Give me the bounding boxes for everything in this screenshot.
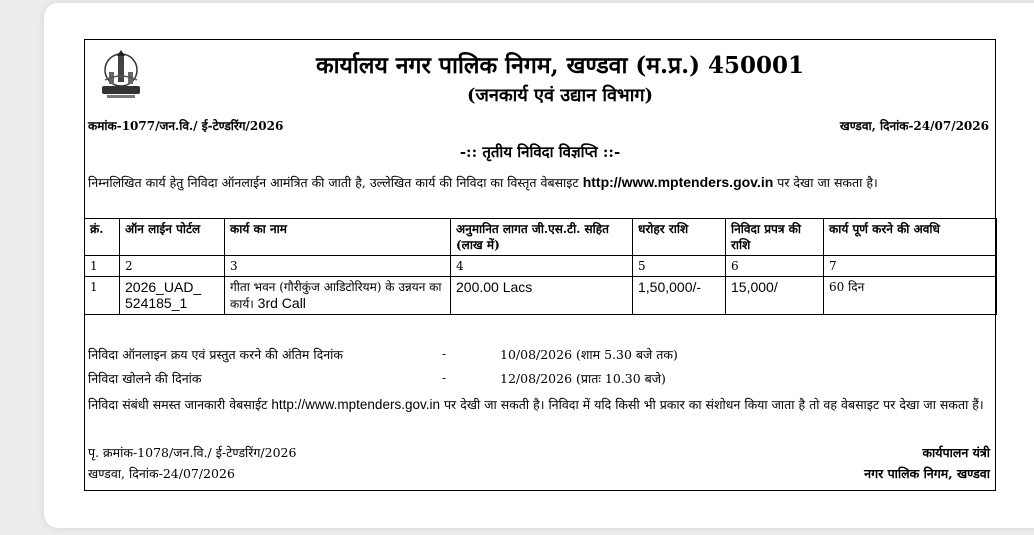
col-number: 2 [120, 256, 225, 277]
col-header-emd: धरोहर राशि [633, 219, 726, 256]
col-header-portal: ऑन लाईन पोर्टल [120, 219, 225, 256]
cell-sno: 1 [85, 277, 120, 315]
open-date-line [88, 370, 788, 388]
municipal-emblem-icon [99, 50, 143, 100]
last-date-value: 10/08/2026 (शाम 5.30 बजे तक) [500, 347, 678, 362]
last-date-label: निविदा ऑनलाइन क्रय एवं प्रस्तुत करने की अंतिम दिनांक [88, 347, 344, 362]
col-header-sno: क्रं. [85, 219, 120, 256]
info-text-end: पर देखी जा सकती है। निविदा में यदि किसी भी प्रकार का संशोधन किया जाता है तो वह वेबसाइट पर देखा जा सकता हैं। [439, 397, 984, 412]
intro-paragraph [88, 174, 991, 191]
open-date-separator: - [442, 370, 447, 385]
notice-title: -:: तृतीय निविदा विज्ञप्ति ::- [459, 143, 621, 161]
info-text: निविदा संबंधी समस्त जानकारी वेबसाईट [88, 397, 272, 412]
work-name-text: गीता भवन (गौरीकुंज आडिटोरियम) के उन्नयन का कार्य। [230, 280, 442, 311]
tender-table [84, 218, 997, 315]
call-label: 3rd Call [257, 295, 306, 311]
cell-cost: 200.00 Lacs [451, 277, 633, 315]
reference-number: कमांक-1077/जन.वि./ ई-टेण्डरिंग/2026 [88, 119, 284, 133]
info-paragraph [88, 396, 991, 414]
signatory-title: कार्यपालन यंत्री [922, 445, 990, 460]
col-header-duration: कार्य पूर्ण करने की अवधि [824, 219, 997, 256]
tender-website-link[interactable]: http://www.mptenders.gov.in [582, 174, 774, 190]
info-website-link[interactable]: http://www.mptenders.gov.in [271, 397, 440, 412]
cell-form-fee: 15,000/ [726, 277, 824, 315]
col-number: 1 [85, 256, 120, 277]
footer-place-date: खण्डवा, दिनांक-24/07/2026 [88, 466, 235, 481]
col-header-form-fee: निविदा प्रपत्र की राशि [726, 219, 824, 256]
col-header-work: कार्य का नाम [225, 219, 451, 256]
col-number: 3 [225, 256, 451, 277]
signatory-org: नगर पालिक निगम, खण्डवा [864, 466, 990, 481]
col-number: 4 [451, 256, 633, 277]
col-number: 5 [633, 256, 726, 277]
place-date: खण्डवा, दिनांक-24/07/2026 [839, 119, 989, 133]
cell-duration: 60 दिन [824, 277, 997, 315]
col-header-cost: अनुमानित लागत जी.एस.टी. सहित (लाख में) [451, 219, 633, 256]
intro-text: निम्नलिखित कार्य हेतु निविदा ऑनलाईन आमंत्रित की जाती है, उल्लेखित कार्य की निविदा का विस्तृत वेबसाइट [88, 175, 583, 190]
intro-text-end: पर देखा जा सकता है। [773, 175, 878, 190]
table-row [85, 277, 997, 315]
open-date-value: 12/08/2026 (प्रातः 10.30 बजे) [500, 371, 666, 386]
open-date-label: निविदा खोलने की दिनांक [88, 371, 202, 386]
col-number: 7 [824, 256, 997, 277]
cell-emd: 1,50,000/- [633, 277, 726, 315]
department-title: (जनकार्य एवं उद्यान विभाग) [466, 85, 654, 106]
cell-work-name [225, 277, 451, 315]
table-header-row [85, 219, 997, 256]
table-number-row [85, 256, 997, 277]
office-title: कार्यालय नगर पालिक निगम, खण्डवा (म.प्र.) 450001 [315, 52, 805, 79]
last-date-line [88, 346, 788, 364]
cell-portal-id: 2026_UAD_ 524185_1 [120, 277, 225, 315]
last-date-separator: - [442, 346, 447, 361]
col-number: 6 [726, 256, 824, 277]
footer-reference: पृ. क्रमांक-1078/जन.वि./ ई-टेण्डरिंग/2026 [88, 445, 297, 460]
